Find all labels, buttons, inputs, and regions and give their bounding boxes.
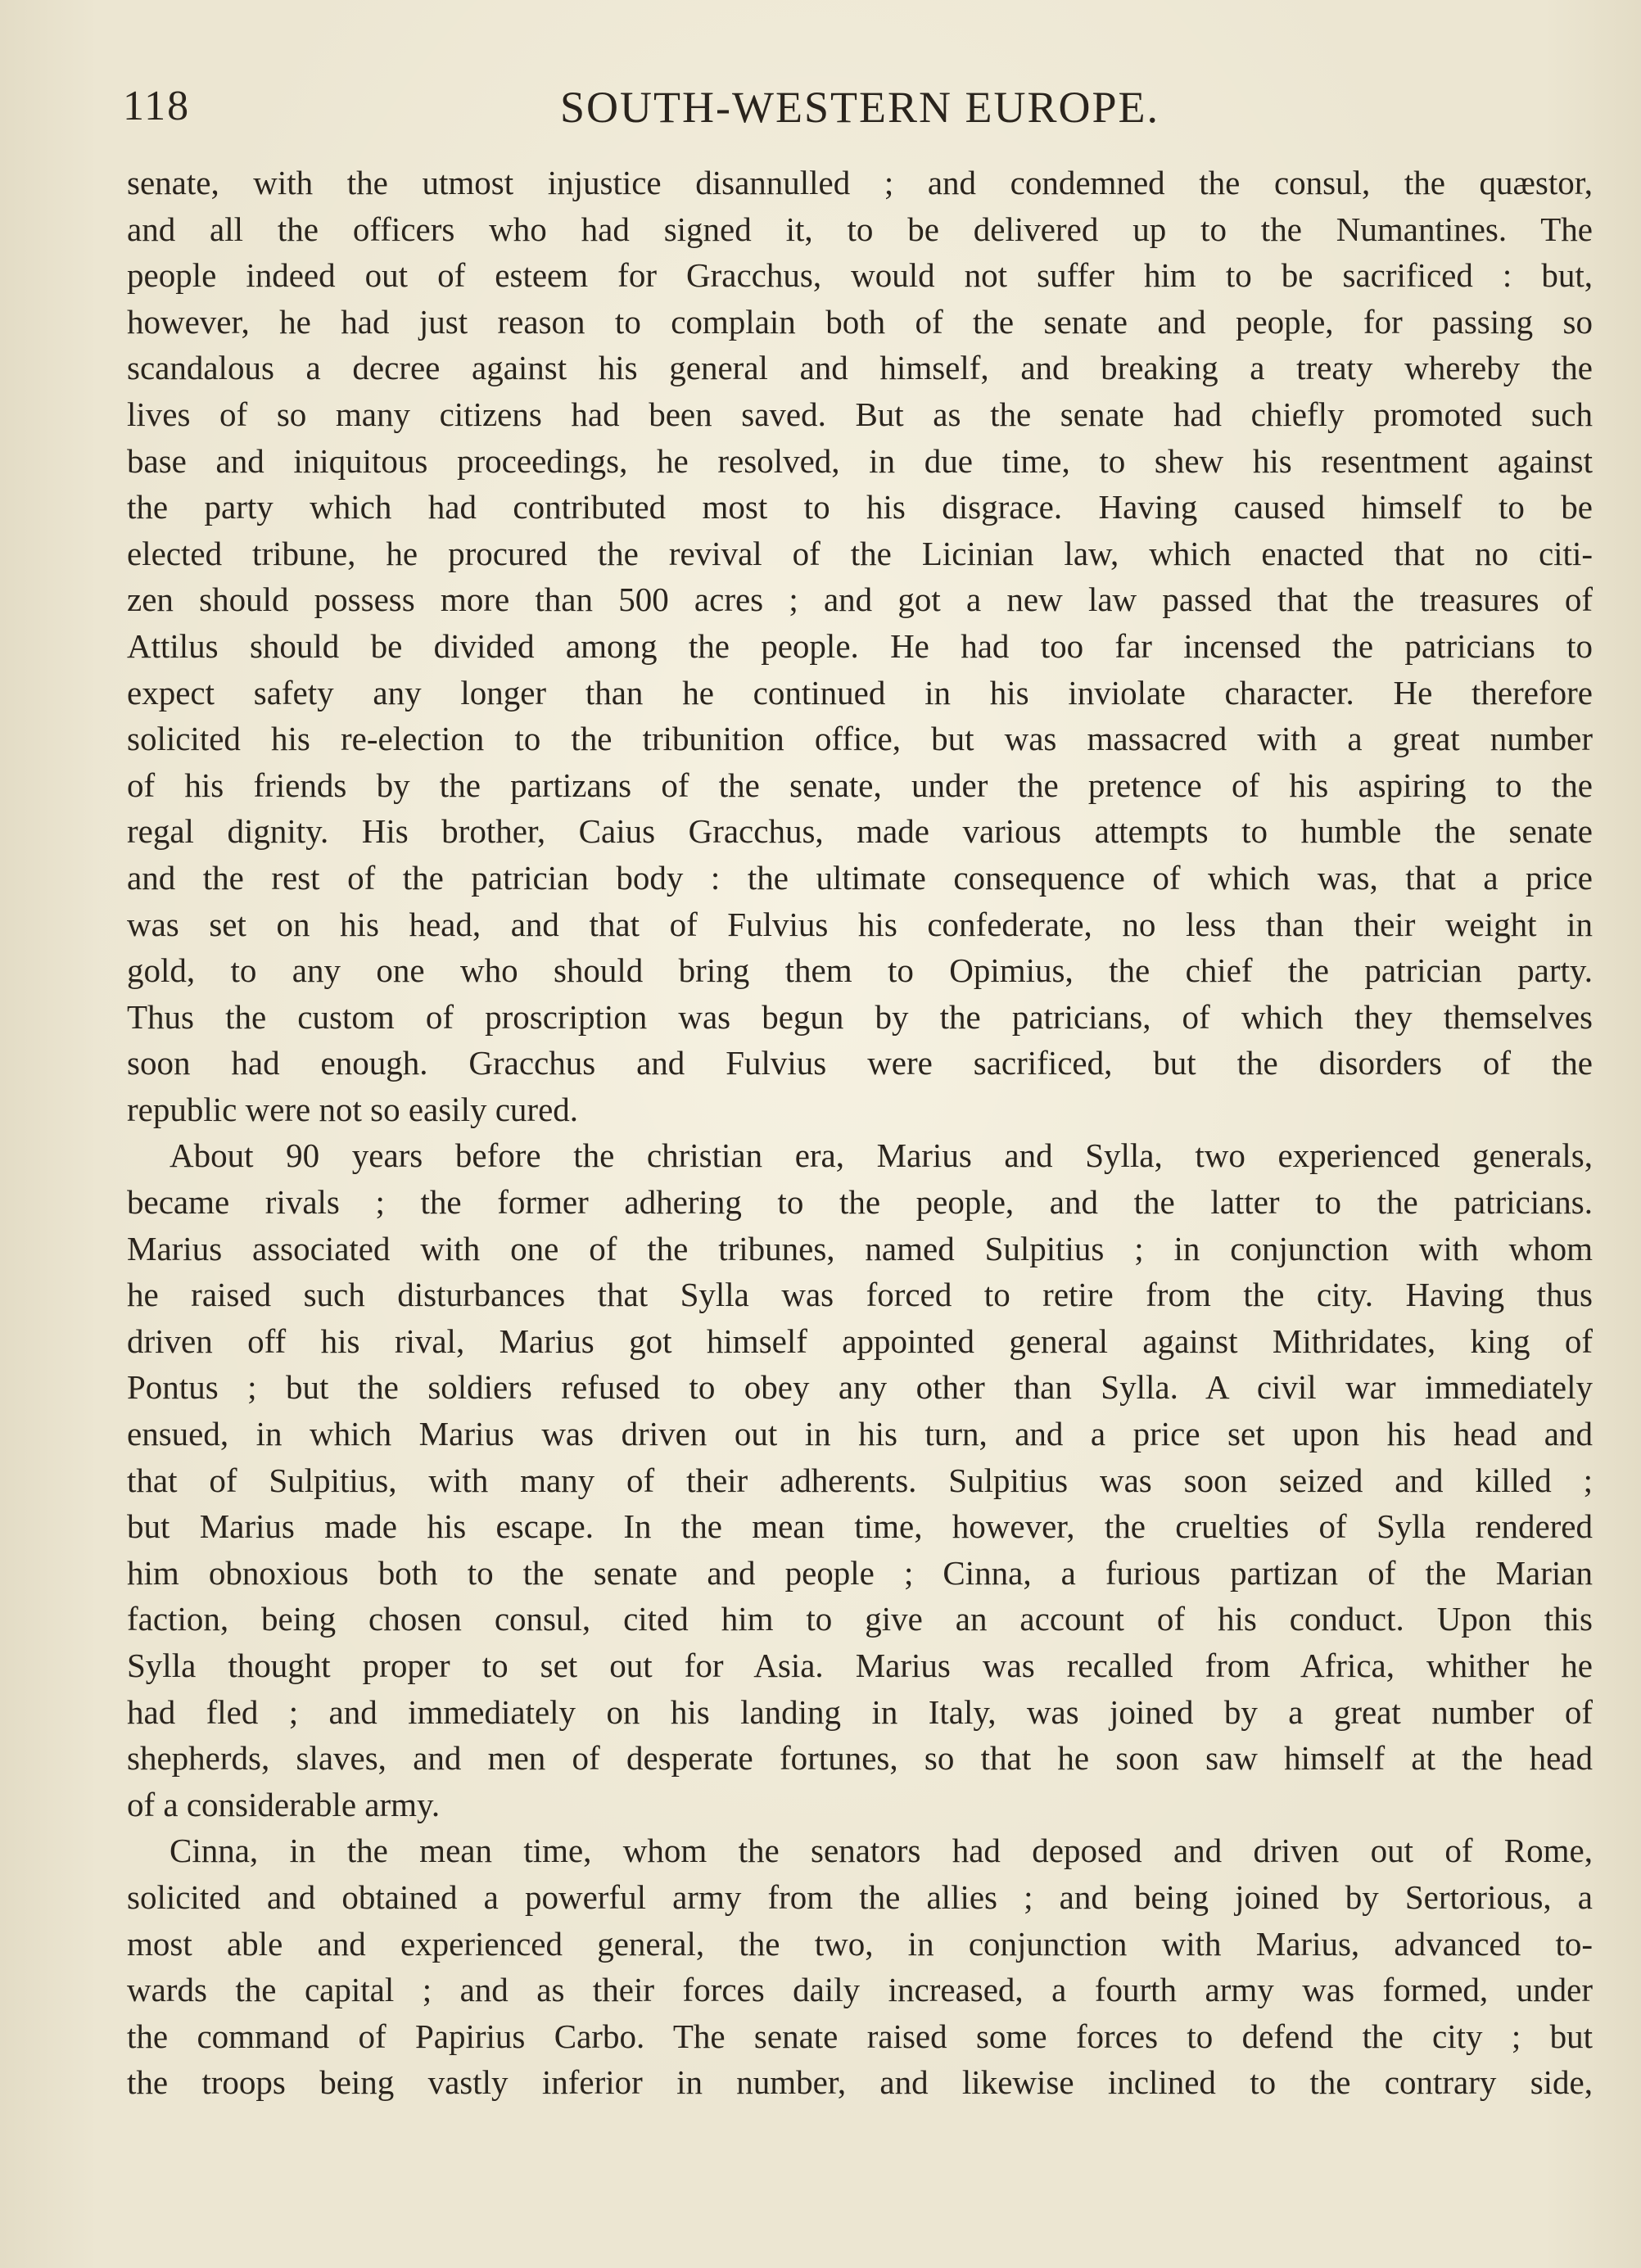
text-line: had fled ; and immediately on his landing in Italy, was joined by a great number of xyxy=(127,1692,1593,1731)
text-line: most able and experienced general, the two, in conjunction with Marius, advanced to- xyxy=(127,1924,1593,1963)
text-line: solicited and obtained a powerful army from the allies ; and being joined by Sertorious, a xyxy=(127,1877,1593,1916)
text-line: scandalous a decree against his general and himself, and breaking a treaty whereby the xyxy=(127,349,1593,387)
text-line: shepherds, slaves, and men of desperate fortunes, so that he soon saw himself at the head xyxy=(127,1739,1593,1778)
text-line: wards the capital ; and as their forces daily increased, a fourth army was formed, under xyxy=(127,1971,1593,2009)
text-line: was set on his head, and that of Fulvius his confederate, no less than their weight in xyxy=(127,905,1593,943)
text-line: republic were not so easily cured. xyxy=(127,1090,579,1128)
text-line: zen should possess more than 500 acres ; and got a new law passed that the treasures of xyxy=(127,581,1593,619)
text-line: of a considerable army. xyxy=(127,1785,441,1823)
text-line: base and iniquitous proceedings, he resolved, in due time, to shew his resentment against xyxy=(127,441,1593,480)
text-line: lives of so many citizens had been saved. But as the senate had chiefly promoted such xyxy=(127,395,1593,433)
text-line: regal dignity. His brother, Caius Gracchus, made various attempts to humble the senate xyxy=(127,812,1593,851)
text-line: of his friends by the partizans of the senate, under the pretence of his aspiring to the xyxy=(127,766,1593,804)
text-line: Attilus should be divided among the people. He had too far incensed the patricians to xyxy=(127,626,1593,665)
text-line: Marius associated with one of the tribunes, named Sulpitius ; in conjunction with whom xyxy=(127,1229,1593,1267)
text-line: people indeed out of esteem for Gracchus, would not suffer him to be sacrificed : but, xyxy=(127,256,1593,295)
text-line: and all the officers who had signed it, to be delivered up to the Numantines. The xyxy=(127,210,1593,248)
text-line: but Marius made his escape. In the mean time, however, the cruelties of Sylla rendered xyxy=(127,1507,1593,1546)
running-title: SOUTH-WESTERN EUROPE. xyxy=(560,83,1160,132)
body-text xyxy=(127,160,1593,2106)
text-line: Pontus ; but the soldiers refused to obey any other than Sylla. A civil war immediately xyxy=(127,1368,1593,1407)
text-line: elected tribune, he procured the revival of the Licinian law, which enacted that no citi- xyxy=(127,534,1593,572)
text-line: became rivals ; the former adhering to the people, and the latter to the patricians. xyxy=(127,1183,1593,1222)
text-line: the command of Papirius Carbo. The senate raised some forces to defend the city ; but xyxy=(127,2017,1593,2055)
text-line: solicited his re-election to the tribunition office, but was massacred with a great number xyxy=(127,720,1593,758)
page-number: 118 xyxy=(123,83,191,129)
text-line: gold, to any one who should bring them to Opimius, the chief the patrician party. xyxy=(127,951,1593,990)
text-line: Thus the custom of proscription was begun by the patricians, of which they themselves xyxy=(127,997,1593,1036)
text-line: him obnoxious both to the senate and people ; Cinna, a furious partizan of the Marian xyxy=(127,1553,1593,1592)
text-line: ensued, in which Marius was driven out in his turn, and a price set upon his head and xyxy=(127,1415,1593,1453)
text-line: however, he had just reason to complain both of the senate and people, for passing so xyxy=(127,302,1593,341)
page-header xyxy=(123,82,1597,147)
text-line: driven off his rival, Marius got himself appointed general against Mithridates, king of xyxy=(127,1321,1593,1360)
text-line: the troops being vastly inferior in number, and likewise inclined to the contrary side, xyxy=(127,2063,1593,2102)
text-line: soon had enough. Gracchus and Fulvius were sacrificed, but the disorders of the xyxy=(127,1044,1593,1082)
text-line: Cinna, in the mean time, whom the senators had deposed and driven out of Rome, xyxy=(170,1832,1593,1870)
text-line: the party which had contributed most to his disgrace. Having caused himself to be xyxy=(127,488,1593,526)
text-line: that of Sulpitius, with many of their adherents. Sulpitius was soon seized and killed ; xyxy=(127,1461,1593,1499)
text-line: About 90 years before the christian era, Marius and Sylla, two experienced generals, xyxy=(170,1136,1593,1175)
text-line: faction, being chosen consul, cited him to give an account of his conduct. Upon this xyxy=(127,1600,1593,1638)
text-line: expect safety any longer than he continued in his inviolate character. He therefore xyxy=(127,673,1593,712)
text-line: and the rest of the patrician body : the ultimate consequence of which was, that a price xyxy=(127,858,1593,897)
text-line: he raised such disturbances that Sylla was forced to retire from the city. Having thus xyxy=(127,1276,1593,1314)
text-line: Sylla thought proper to set out for Asia. Marius was recalled from Africa, whither he xyxy=(127,1647,1593,1684)
text-line: senate, with the utmost injustice disannulled ; and condemned the consul, the quæstor, xyxy=(127,164,1593,201)
